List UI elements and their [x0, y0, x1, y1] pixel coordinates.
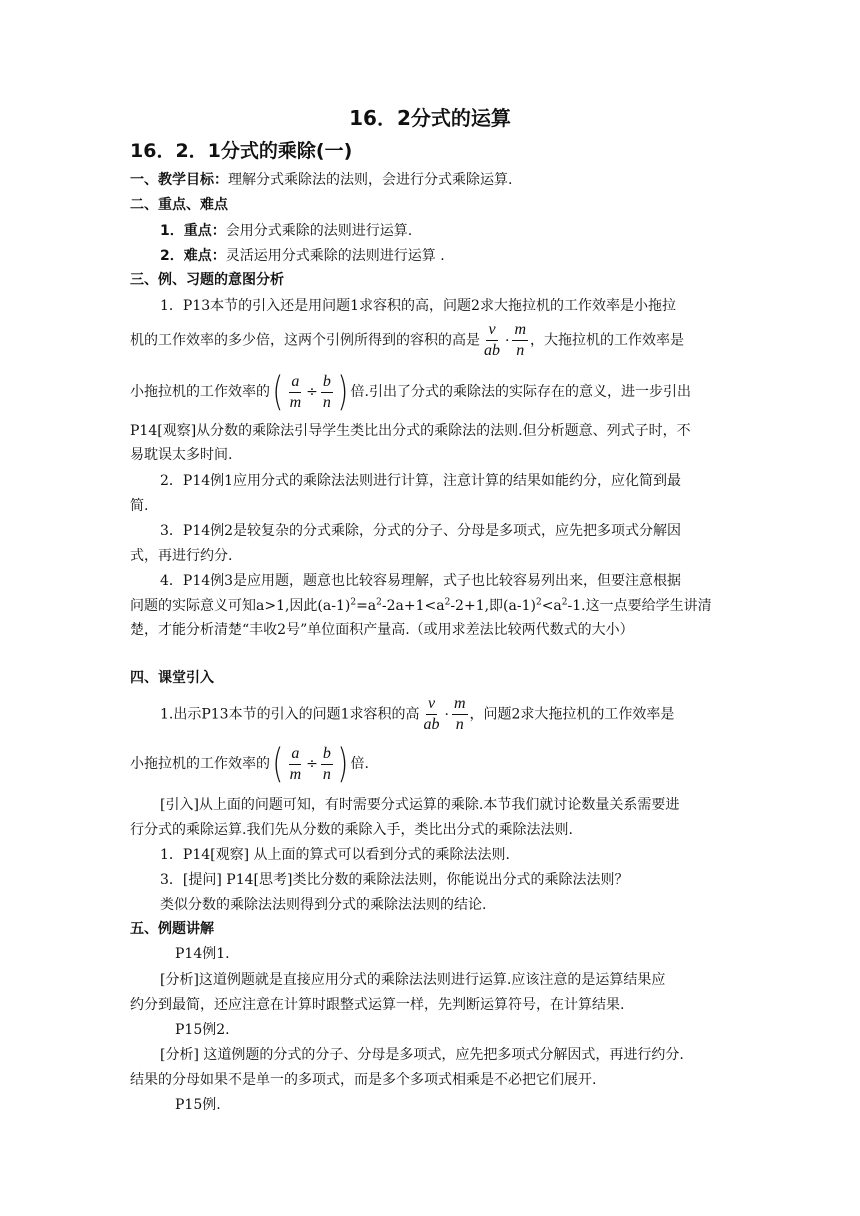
- key-point-text: 会用分式乘除的法则进行运算.: [225, 223, 413, 239]
- difficulty-label: 2．难点：: [160, 248, 226, 264]
- divide-sign: ÷: [306, 384, 318, 400]
- paragraph-line: 3．[提问] P14[思考]类比分数的乘除法法则，你能说出分式的乘除法法则？: [160, 872, 629, 888]
- paragraph-text: 机的工作效率的多少倍，这两个引例所得到的容积的高是: [130, 332, 480, 349]
- fraction-a-over-m: [288, 372, 304, 413]
- numerator: v: [486, 320, 497, 341]
- superscript: 2: [561, 597, 568, 608]
- multiply-dot: ·: [444, 706, 449, 723]
- paragraph-line: P14[观察]从分数的乘除法引导学生类比出分式的乘除法的法则.但分析题意、列式子时，不: [130, 423, 691, 439]
- paragraph-text: 倍.: [350, 756, 369, 772]
- paragraph-text: <a: [541, 598, 562, 614]
- paragraph-text: -1.这一点要给学生讲清: [567, 598, 712, 614]
- fraction-b-over-n: [321, 372, 333, 413]
- denominator: ab: [423, 716, 440, 733]
- paragraph-line: 行分式的乘除运算.我们先从分数的乘除入手，类比出分式的乘除法法则.: [130, 822, 573, 838]
- left-paren: (: [272, 369, 284, 415]
- numerator: v: [426, 694, 437, 715]
- paragraph-line: 1．P13本节的引入还是用问题1求容积的高，问题2求大拖拉机的工作效率是小拖拉: [160, 298, 676, 314]
- fraction-a-over-m: [288, 744, 304, 785]
- section-heading: 二、重点、难点: [130, 197, 228, 213]
- left-paren: (: [272, 741, 284, 787]
- paragraph-line: 简.: [130, 498, 149, 514]
- divide-sign: ÷: [306, 756, 318, 772]
- numerator: b: [321, 744, 333, 765]
- parenthesized-expression: [270, 741, 351, 787]
- fraction-m-over-n: [512, 320, 528, 361]
- difficulty-line: [160, 246, 445, 266]
- denominator: n: [322, 393, 331, 411]
- section-heading: 三、例、习题的意图分析: [130, 272, 284, 288]
- fraction-b-over-n: [321, 744, 333, 785]
- denominator: ab: [484, 342, 500, 359]
- superscript: 2: [535, 597, 542, 608]
- paragraph-line: [130, 596, 712, 616]
- example-label: P15例2.: [175, 1022, 230, 1038]
- denominator: n: [322, 765, 331, 783]
- paragraph-line: 3．P14例2是较复杂的分式乘除，分式的分子、分母是多项式，应先把多项式分解因: [160, 523, 682, 539]
- paragraph-line: [分析]这道例题就是直接应用分式的乘除法法则进行运算.应该注意的是运算结果应: [160, 972, 666, 988]
- section-heading: 四、课堂引入: [130, 670, 214, 686]
- paragraph-text: =a: [356, 598, 377, 614]
- paragraph-line: 式，再进行约分.: [130, 548, 233, 564]
- superscript: 2: [350, 597, 357, 608]
- fraction-v-over-ab: [482, 320, 502, 361]
- paragraph-line: 2．P14例1应用分式的乘除法法则进行计算，注意计算的结果如能约分，应化简到最: [160, 473, 682, 489]
- denominator: m: [289, 393, 302, 411]
- denominator: n: [455, 716, 464, 733]
- numerator: m: [452, 694, 468, 715]
- right-paren: ): [337, 741, 349, 787]
- denominator: n: [516, 342, 525, 359]
- paragraph-line: 楚，才能分析清楚“丰收2号”单位面积产量高.（或用求差法比较两代数式的大小）: [130, 622, 634, 638]
- right-paren: ): [337, 369, 349, 415]
- paragraph-text: 小拖拉机的工作效率的: [130, 384, 270, 400]
- section-heading: 五、例题讲解: [130, 921, 214, 937]
- example-label: P15例.: [175, 1097, 221, 1113]
- paragraph-line: [分析] 这道例题的分式的分子、分母是多项式，应先把多项式分解因式，再进行约分.: [160, 1047, 684, 1063]
- superscript: 2: [444, 597, 451, 608]
- multiply-dot: ·: [505, 332, 510, 349]
- numerator: a: [289, 372, 301, 393]
- section-heading: 一、教学目标：: [130, 172, 228, 188]
- key-point-label: 1．重点：: [160, 223, 226, 239]
- paragraph-text: ，问题2求大拖拉机的工作效率是: [469, 706, 675, 723]
- paragraph-line: 约分到最简，还应注意在计算时跟整式运算一样，先判断运算符号，在计算结果.: [130, 997, 625, 1013]
- paragraph-line: 易耽误太多时间.: [130, 447, 233, 463]
- section-subtitle: 16．2．1分式的乘除(一): [130, 140, 353, 162]
- paragraph-line: [130, 320, 684, 360]
- paragraph-text: 小拖拉机的工作效率的: [130, 756, 270, 772]
- paragraph-line: 类似分数的乘除法法则得到分式的乘除法法则的结论.: [160, 897, 487, 913]
- example-label: P14例1.: [175, 946, 230, 962]
- paragraph-text: ，大拖拉机的工作效率是: [530, 332, 685, 349]
- superscript: 2: [376, 597, 382, 608]
- numerator: m: [512, 320, 528, 341]
- section-objectives: [130, 170, 512, 190]
- paragraph-text: 倍.引出了分式的乘除法的实际存在的意义，进一步引出: [350, 384, 691, 400]
- paragraph-text: 问题的实际意义可知a>1,因此(a-1): [130, 598, 351, 614]
- numerator: a: [289, 744, 301, 765]
- paragraph-line: 结果的分母如果不是单一的多项式，而是多个多项式相乘是不必把它们展开.: [130, 1072, 597, 1088]
- paragraph-line: [引入]从上面的问题可知，有时需要分式运算的乘除.本节我们就讨论数量关系需要进: [160, 797, 680, 813]
- key-point-line: [160, 221, 412, 241]
- denominator: m: [289, 765, 302, 783]
- paragraph-line: [160, 694, 674, 734]
- paragraph-line: 4．P14例3是应用题，题意也比较容易理解，式子也比较容易列出来，但要注意根据: [160, 573, 682, 589]
- parenthesized-expression: [270, 369, 351, 415]
- paragraph-text: -2+1,即(a-1): [450, 598, 536, 614]
- page-title: 16．2分式的运算: [349, 106, 511, 130]
- paragraph-text: 理解分式乘除法的法则，会进行分式乘除运算.: [228, 172, 513, 188]
- paragraph-line: [130, 741, 369, 787]
- fraction-v-over-ab: [422, 694, 442, 735]
- numerator: b: [321, 372, 333, 393]
- paragraph-text: -2a+1<a: [381, 598, 445, 614]
- paragraph-line: 1．P14[观察] 从上面的算式可以看到分式的乘除法法则.: [160, 847, 510, 863]
- paragraph-line: [130, 369, 691, 415]
- paragraph-text: 1.出示P13本节的引入的问题1求容积的高: [160, 706, 420, 723]
- fraction-m-over-n: [452, 694, 468, 735]
- difficulty-text: 灵活运用分式乘除的法则进行运算 .: [225, 248, 445, 264]
